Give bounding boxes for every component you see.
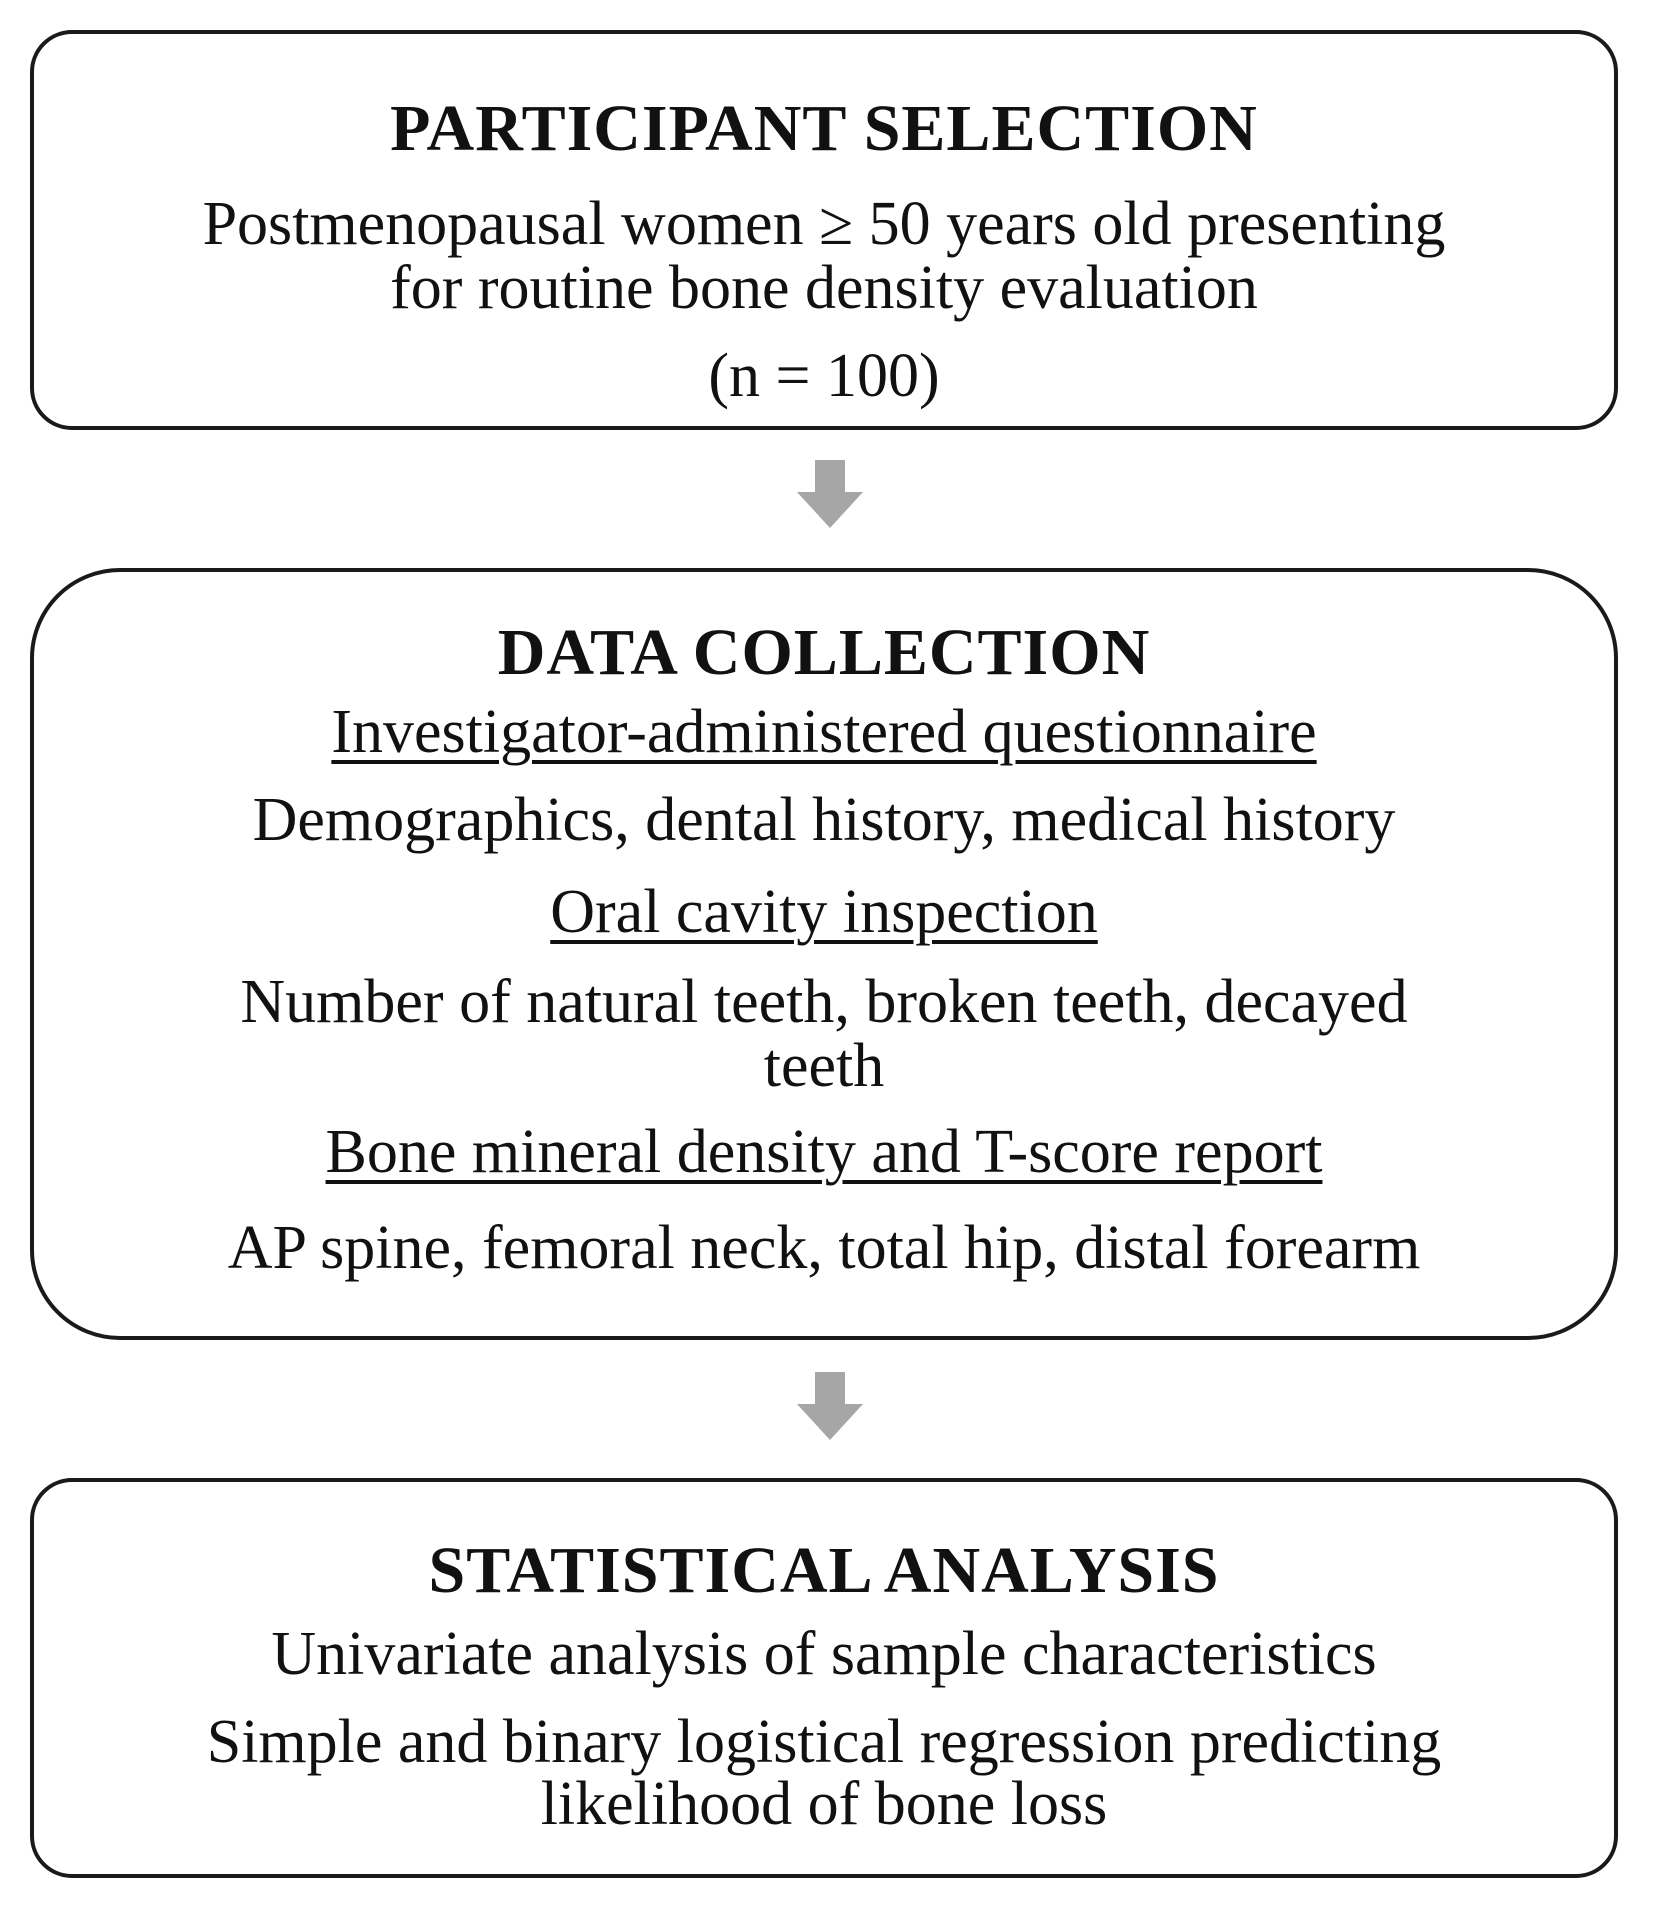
- univariate-analysis-text: Univariate analysis of sample characteristics: [271, 1620, 1377, 1688]
- statistical-analysis-title: STATISTICAL ANALYSIS: [428, 1534, 1220, 1607]
- questionnaire-heading-text: Investigator-administered questionnaire: [331, 698, 1317, 766]
- oral-inspection-detail-line-2: teeth: [763, 1032, 885, 1100]
- questionnaire-heading: [34, 700, 1614, 764]
- statistical-analysis-box: [30, 1478, 1618, 1878]
- down-arrow-shape: [797, 1372, 863, 1440]
- participant-selection-title: PARTICIPANT SELECTION: [390, 92, 1258, 165]
- participant-count: (n = 100): [708, 342, 940, 410]
- down-arrow-shape: [797, 460, 863, 528]
- down-arrow-icon: [795, 460, 865, 530]
- participant-selection-description-line-1: Postmenopausal women ≥ 50 years old presenting: [202, 190, 1446, 258]
- data-collection-box: [30, 568, 1618, 1340]
- oral-inspection-heading-text: Oral cavity inspection: [550, 878, 1098, 946]
- down-arrow-icon: [795, 1372, 865, 1442]
- data-collection-title: DATA COLLECTION: [497, 616, 1151, 689]
- oral-inspection-heading: [34, 880, 1614, 944]
- bmd-report-detail: AP spine, femoral neck, total hip, distal forearm: [227, 1214, 1421, 1282]
- regression-text-line-2: likelihood of bone loss: [540, 1770, 1108, 1838]
- oral-inspection-detail-line-1: Number of natural teeth, broken teeth, decayed: [240, 968, 1408, 1036]
- participant-selection-box: [30, 30, 1618, 430]
- participant-selection-description-line-2: for routine bone density evaluation: [390, 254, 1258, 322]
- regression-text-line-1: Simple and binary logistical regression predicting: [206, 1708, 1442, 1776]
- questionnaire-detail: Demographics, dental history, medical history: [252, 786, 1396, 854]
- bmd-report-heading-text: Bone mineral density and T-score report: [325, 1118, 1323, 1186]
- bmd-report-heading: [34, 1120, 1614, 1184]
